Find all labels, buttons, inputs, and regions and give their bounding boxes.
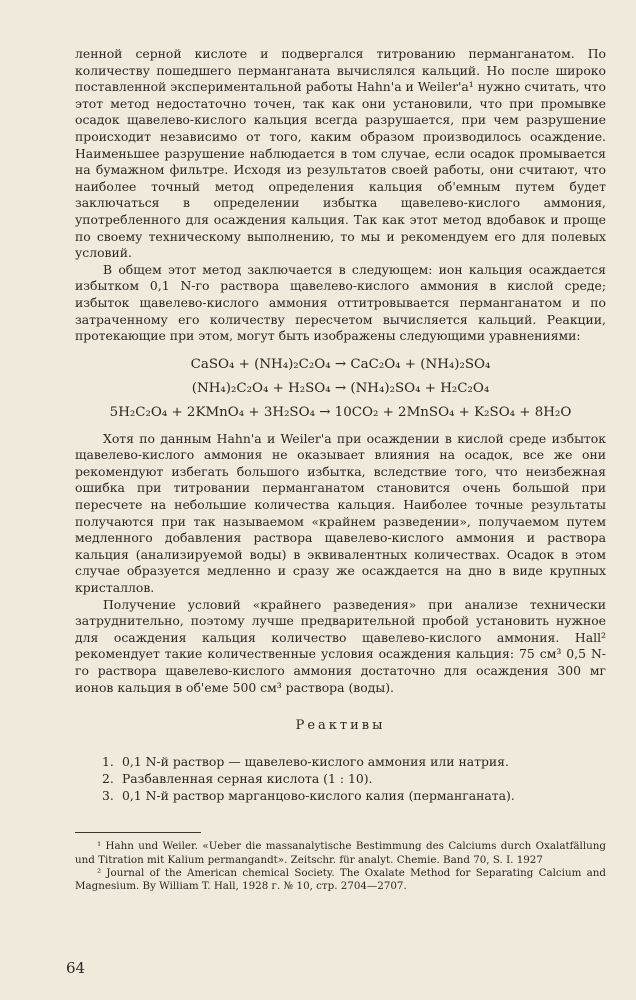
footnote-divider <box>75 832 201 833</box>
footnote-1: ¹ Hahn und Weiler. «Ueber die massanalytische Bestimmung des Calciums durch Oxalatfällung und Titration mit Kalium permangandt». Zeitschr. für analyt. Chemie. Band 70, S. I. 1927 <box>75 840 606 866</box>
list-item: 2. Разбавленная серная кислота (1 : 10). <box>102 771 373 787</box>
paragraph-3: Хотя по данным Hahn'a и Weiler'a при осаждении в кислой среде избыток щавелево-кислого аммония не оказывает влияния на осадок, все же они рекомендуют избегать большого избытка, вследствие того, что неизбежная ошибка при титровании перманганатом становится очень большой при пересчете на небольшие количества кальция. Наиболее точные результаты получаются при так называемом «крайнем разведении», получаемом путем медленного добавления раствора щавелево-кислого аммония и раствора кальция (анализируемой воды) в эквивалентных количествах. Осадок в этом случае образуется медленно и сразу же осаждается на дно в виде крупных кристаллов. <box>75 430 606 596</box>
reaction-equations <box>75 353 606 425</box>
equation-2: (NH₄)₂C₂O₄ + H₂SO₄ → (NH₄)₂SO₄ + H₂C₂O₄ <box>191 380 490 396</box>
reagents-heading: Реактивы <box>295 718 386 734</box>
reagents-list <box>75 753 606 804</box>
list-item: 1. 0,1 N-й раствор — щавелево-кислого аммония или натрия. <box>102 754 509 770</box>
page-number: 64 <box>66 959 86 977</box>
list-item: 3. 0,1 N-й раствор марганцово-кислого калия (перманганата). <box>102 788 515 804</box>
paragraph-1: ленной серной кислоте и подвергался титрованию перманганатом. По количеству пошедшего перманганата вычислялся кальций. Но после широко поставленной экспериментальной работы Hahn'a и Weiler'a¹ нужно считать, что этот метод недостаточно точен, так как они установили, что при промывке осадок щавелево-кислого кальция всегда разрушается, при чем разрушение происходит независимо от того, каким образом производилось осаждение. Наименьшее разрушение наблюдается в том случае, если осадок промывается на бумажном фильтре. Исходя из результатов своей работы, они считают, что наиболее точный метод определения кальция об'емным путем будет заключаться в определении избытка щавелево-кислого аммония, употребленного для осаждения кальция. Так как этот метод вдобавок и проще по своему техническому выполнению, то мы и рекомендуем его для полевых условий. <box>75 46 606 261</box>
paragraph-2: В общем этот метод заключается в следующем: ион кальция осаждается избытком 0,1 N-го раствора щавелево-кислого аммония в кислой среде; избыток щавелево-кислого аммония оттитровывается перманганатом и по затраченному его количеству пересчетом вычисляется кальций. Реакции, протекающие при этом, могут быть изображены следующими уравнениями: <box>75 261 606 344</box>
paragraph-4: Получение условий «крайнего разведения» при анализе технически затруднительно, поэтому лучше предварительной пробой установить нужное для осаждения кальция количество щавелево-кислого аммония. Hall² рекомендует такие количественные условия осаждения кальция: 75 см³ 0,5 N-го раствора щавелево-кислого аммония достаточно для осаждения 300 мг ионов кальция в об'еме 500 см³ раствора (воды). <box>75 596 606 695</box>
footnote-2: ² Journal of the American chemical Society. The Oxalate Method for Separating Calcium and Magnesium. By William T. Hall, 1928 г. № 10, стр. 2704—2707. <box>75 867 606 893</box>
equation-1: CaSO₄ + (NH₄)₂C₂O₄ → CaC₂O₄ + (NH₄)₂SO₄ <box>190 356 491 372</box>
equation-3: 5H₂C₂O₄ + 2KMnO₄ + 3H₂SO₄ → 10CO₂ + 2MnSO₄ + K₂SO₄ + 8H₂O <box>109 404 572 420</box>
